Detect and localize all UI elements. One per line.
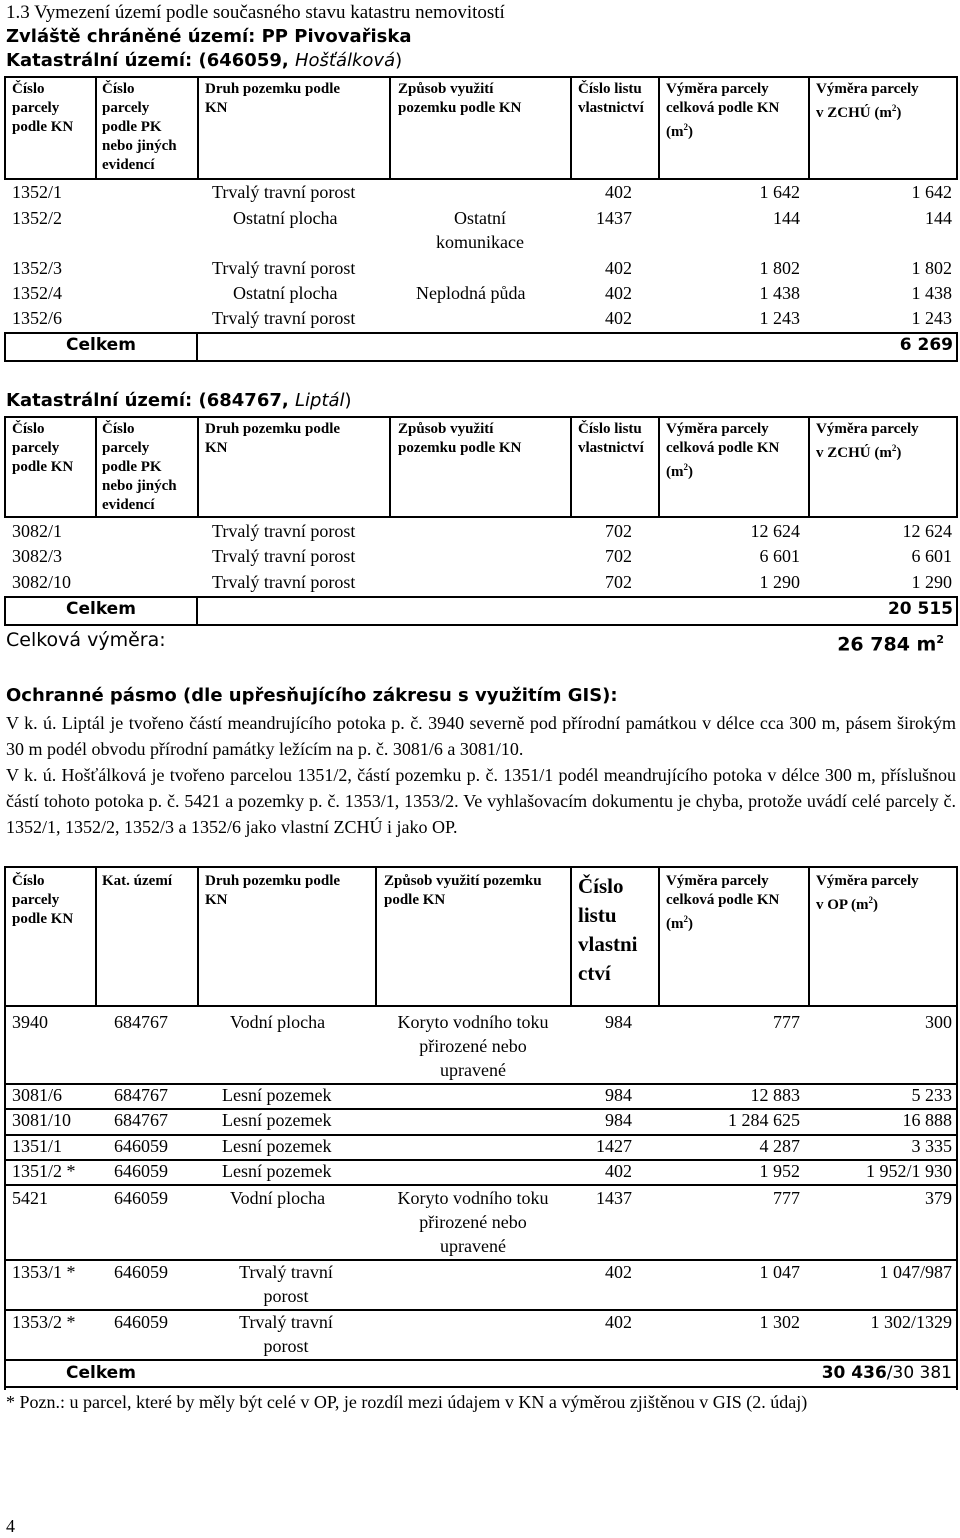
table-row: 1352/1 [12, 182, 63, 202]
th-parcel-kn: Číslo parcely podle KN [12, 81, 74, 135]
overall-value: 26 784 $m^2$ [837, 633, 944, 656]
table-row: 1352/2 [12, 208, 63, 228]
th-parcel-pk: Číslo parcely podle PK nebo jiných evidencí [102, 81, 177, 173]
table-row: 1352/4 [12, 283, 63, 303]
table-row: 3081/10 [12, 1110, 72, 1130]
table-row: 5421 [12, 1188, 48, 1208]
table-row: 1353/2 * [12, 1312, 76, 1332]
overall-label: Celková výměra: [6, 629, 166, 651]
cadastral-area-1: Katastrální území: (646059, Hošťálková) [6, 50, 403, 71]
total-label: Celkem [66, 1363, 136, 1383]
table-row: 3940 [12, 1012, 48, 1032]
table-row: 1352/6 [12, 308, 63, 328]
table-row: 1353/1 * [12, 1262, 76, 1282]
footnote: * Pozn.: u parcel, které by měly být celé v OP, je rozdíl mezi údajem v KN a výměrou zjištěnou v GIS (2. údaj) [6, 1392, 808, 1412]
total-value: 30 436/30 381 [821, 1363, 952, 1383]
table-row: 3082/3 [12, 546, 63, 566]
op-paragraph-2: V k. ú. Hošťálková je tvořeno parcelou 1351/2, částí pozemku p. č. 1351/1 podél meandrujícího potoka v délce 300 m, příslušnou částí tohoto potoka p. č. 5421 a pozemky p. č. 1353/1, 1353/2. Ve vyhlašovacím dokumentu je chyba, protože uvádí celé parcely č. 1352/1, 1352/2, 1352/3 a 1352/6 jako vlastní ZCHÚ i jako OP. [6, 765, 956, 837]
th-lv: Číslo listu vlastni ctví [578, 874, 638, 985]
protected-area-title: Zvláště chráněné území: PP Pivovařiska [6, 26, 412, 47]
th-celkova: Výměra parcely celková podle KN $(m^2)$ [666, 81, 780, 140]
table-row: 3081/6 [12, 1085, 63, 1105]
th-parcel-kn: Číslo parcely podle KN [12, 873, 74, 927]
op-paragraph-1: V k. ú. Liptál je tvořeno částí meandrujícího potoka p. č. 3940 severně pod přírodní památkou v délce cca 300 m, pásem širokým 30 m podél obvodu přírodní památky ležícím na p. č. 3081/6 a 3081/10. [6, 713, 956, 759]
th-druh: Druh pozemku podle KN [205, 421, 341, 456]
th-zpusob: Způsob využití pozemku podle KN [384, 873, 542, 908]
th-kat-uzemi: Kat. území [102, 873, 172, 889]
table-row: 3082/10 [12, 572, 72, 592]
th-druh: Druh pozemku podle KN [205, 873, 341, 908]
th-zchu: Výměra parcely v ZCHÚ $(m^2)$ [816, 81, 919, 121]
th-druh: Druh pozemku podle KN [205, 81, 341, 116]
th-zchu: Výměra parcely v ZCHÚ $(m^2)$ [816, 421, 919, 461]
section-title: 1.3 Vymezení území podle současného stavu katastru nemovitostí [6, 2, 505, 23]
th-parcel-pk: Číslo parcely podle PK nebo jiných evidencí [102, 421, 177, 513]
total-value: 6 269 [899, 335, 953, 355]
th-celkova: Výměra parcely celková podle KN $(m^2)$ [666, 873, 780, 932]
th-zpusob: Způsob využití pozemku podle KN [398, 81, 522, 116]
total-label: Celkem [66, 335, 136, 355]
table-row: 1352/3 [12, 258, 63, 278]
page-number: 4 [6, 1516, 15, 1536]
th-lv: Číslo listu vlastnictví [578, 81, 644, 116]
total-value: 20 515 [887, 599, 953, 619]
th-zpusob: Způsob využití pozemku podle KN [398, 421, 522, 456]
th-lv: Číslo listu vlastnictví [578, 421, 644, 456]
cadastral-area-2: Katastrální území: (684767, Liptál) [6, 390, 352, 411]
th-op: Výměra parcely v OP $(m^2)$ [816, 873, 919, 913]
table-row: 1351/2 * [12, 1161, 76, 1181]
table-row: 1351/1 [12, 1136, 63, 1156]
th-celkova: Výměra parcely celková podle KN $(m^2)$ [666, 421, 780, 480]
total-label: Celkem [66, 599, 136, 619]
th-parcel-kn: Číslo parcely podle KN [12, 421, 74, 475]
table-row: 3082/1 [12, 521, 63, 541]
op-heading: Ochranné pásmo (dle upřesňujícího zákresu s využitím GIS): [6, 685, 618, 706]
